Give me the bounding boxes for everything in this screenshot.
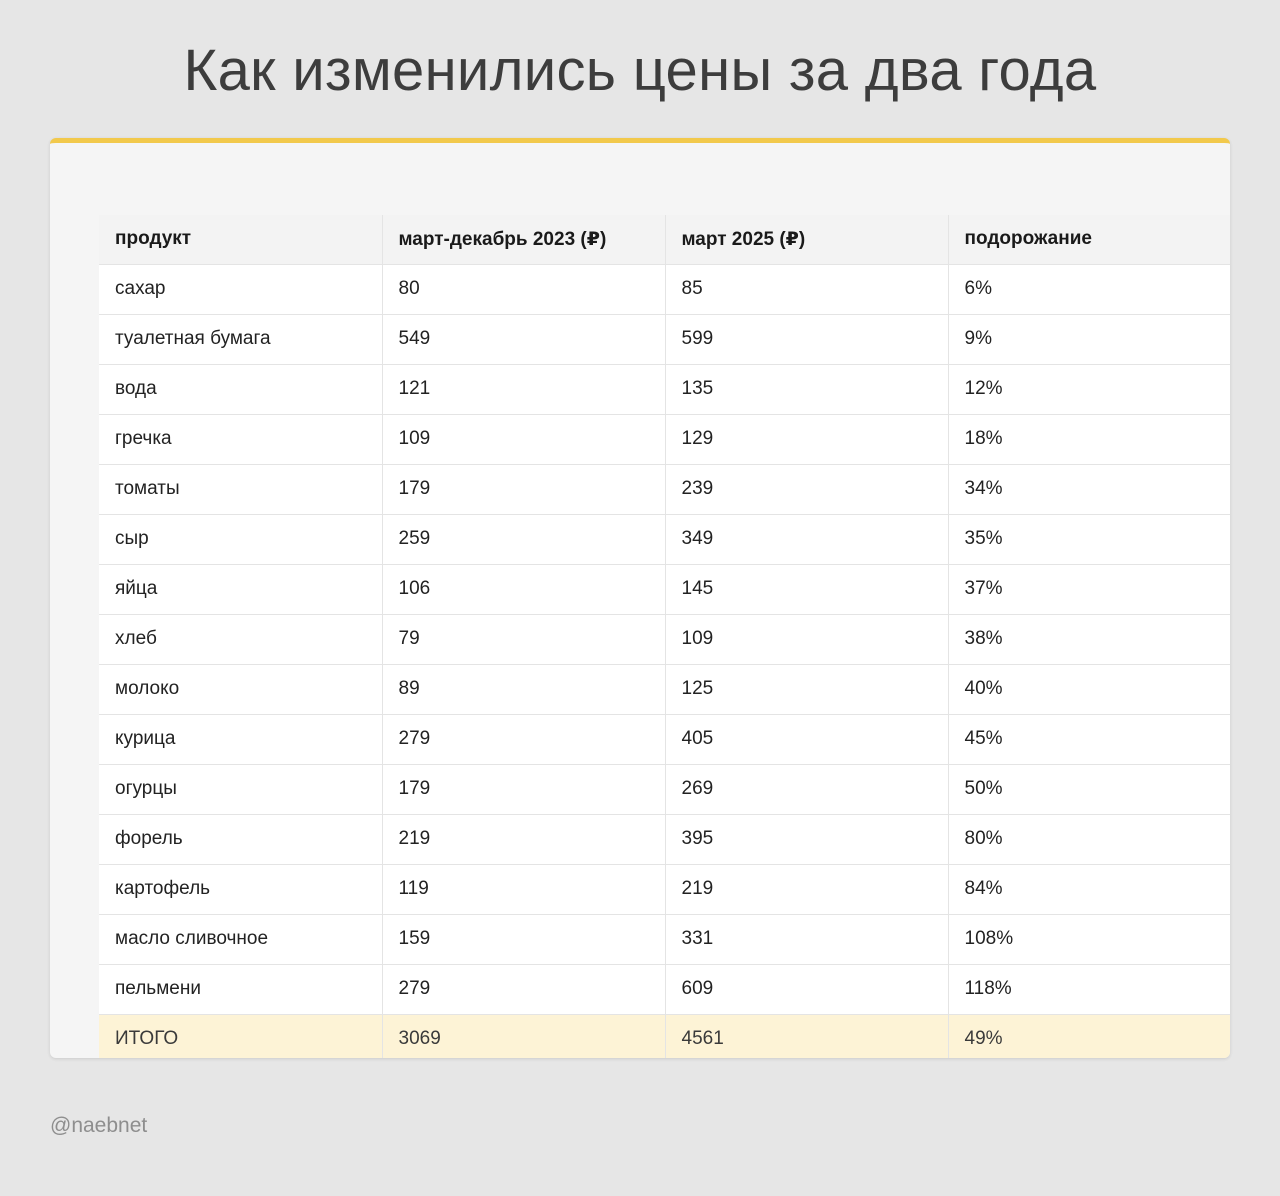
cell-price-2023: 89 [382,664,665,714]
table-row [99,314,1230,364]
column-header-increase: подорожание [948,215,1230,264]
cell-increase: 40% [948,664,1230,714]
cell-product: вода [99,364,382,414]
cell-price-2025: 135 [665,364,948,414]
cell-price-2023: 79 [382,614,665,664]
cell-product: туалетная бумага [99,314,382,364]
table-total-row [99,1014,1230,1058]
cell-price-2023: 179 [382,464,665,514]
cell-price-2023: 179 [382,764,665,814]
cell-product: картофель [99,864,382,914]
total-increase: 49% [948,1014,1230,1058]
cell-increase: 6% [948,264,1230,314]
cell-price-2023: 106 [382,564,665,614]
table-row [99,414,1230,464]
cell-price-2025: 609 [665,964,948,1014]
cell-price-2025: 395 [665,814,948,864]
cell-increase: 50% [948,764,1230,814]
total-label: ИТОГО [99,1014,382,1058]
cell-price-2025: 239 [665,464,948,514]
table-row [99,814,1230,864]
page-title: Как изменились цены за два года [183,38,1097,103]
cell-increase: 118% [948,964,1230,1014]
cell-product: огурцы [99,764,382,814]
cell-increase: 12% [948,364,1230,414]
table-row [99,264,1230,314]
cell-product: хлеб [99,614,382,664]
table-row [99,364,1230,414]
cell-price-2023: 279 [382,964,665,1014]
cell-price-2023: 259 [382,514,665,564]
cell-price-2023: 159 [382,914,665,964]
cell-product: пельмени [99,964,382,1014]
cell-product: яйца [99,564,382,614]
cell-increase: 18% [948,414,1230,464]
table-row [99,964,1230,1014]
cell-price-2025: 219 [665,864,948,914]
total-price-2023: 3069 [382,1014,665,1058]
table-row [99,764,1230,814]
cell-increase: 37% [948,564,1230,614]
price-table-card [50,138,1230,1058]
cell-price-2023: 549 [382,314,665,364]
cell-price-2025: 145 [665,564,948,614]
total-price-2025: 4561 [665,1014,948,1058]
cell-product: курица [99,714,382,764]
table-row [99,914,1230,964]
table-row [99,564,1230,614]
cell-price-2025: 349 [665,514,948,564]
cell-price-2023: 109 [382,414,665,464]
cell-product: томаты [99,464,382,514]
column-header-product: продукт [99,215,382,264]
cell-product: сыр [99,514,382,564]
cell-price-2025: 269 [665,764,948,814]
column-header-price-2025: март 2025 (₽) [665,215,948,264]
cell-product: форель [99,814,382,864]
cell-increase: 35% [948,514,1230,564]
cell-increase: 108% [948,914,1230,964]
cell-price-2023: 119 [382,864,665,914]
table-row [99,614,1230,664]
cell-price-2025: 125 [665,664,948,714]
cell-price-2025: 405 [665,714,948,764]
price-table [99,215,1230,1058]
cell-price-2025: 331 [665,914,948,964]
cell-increase: 9% [948,314,1230,364]
cell-product: масло сливочное [99,914,382,964]
cell-price-2025: 85 [665,264,948,314]
price-table-wrapper [99,215,1230,1058]
cell-product: молоко [99,664,382,714]
column-header-price-2023: март-декабрь 2023 (₽) [382,215,665,264]
cell-increase: 38% [948,614,1230,664]
cell-increase: 45% [948,714,1230,764]
table-header-row [99,215,1230,264]
cell-price-2023: 219 [382,814,665,864]
table-row [99,464,1230,514]
table-row [99,514,1230,564]
cell-product: гречка [99,414,382,464]
author-credit: @naebnet [50,1114,148,1137]
cell-product: сахар [99,264,382,314]
table-row [99,864,1230,914]
cell-price-2025: 599 [665,314,948,364]
cell-increase: 34% [948,464,1230,514]
cell-price-2023: 121 [382,364,665,414]
cell-increase: 80% [948,814,1230,864]
table-row [99,714,1230,764]
cell-price-2025: 129 [665,414,948,464]
cell-price-2023: 80 [382,264,665,314]
cell-price-2023: 279 [382,714,665,764]
cell-increase: 84% [948,864,1230,914]
table-row [99,664,1230,714]
cell-price-2025: 109 [665,614,948,664]
